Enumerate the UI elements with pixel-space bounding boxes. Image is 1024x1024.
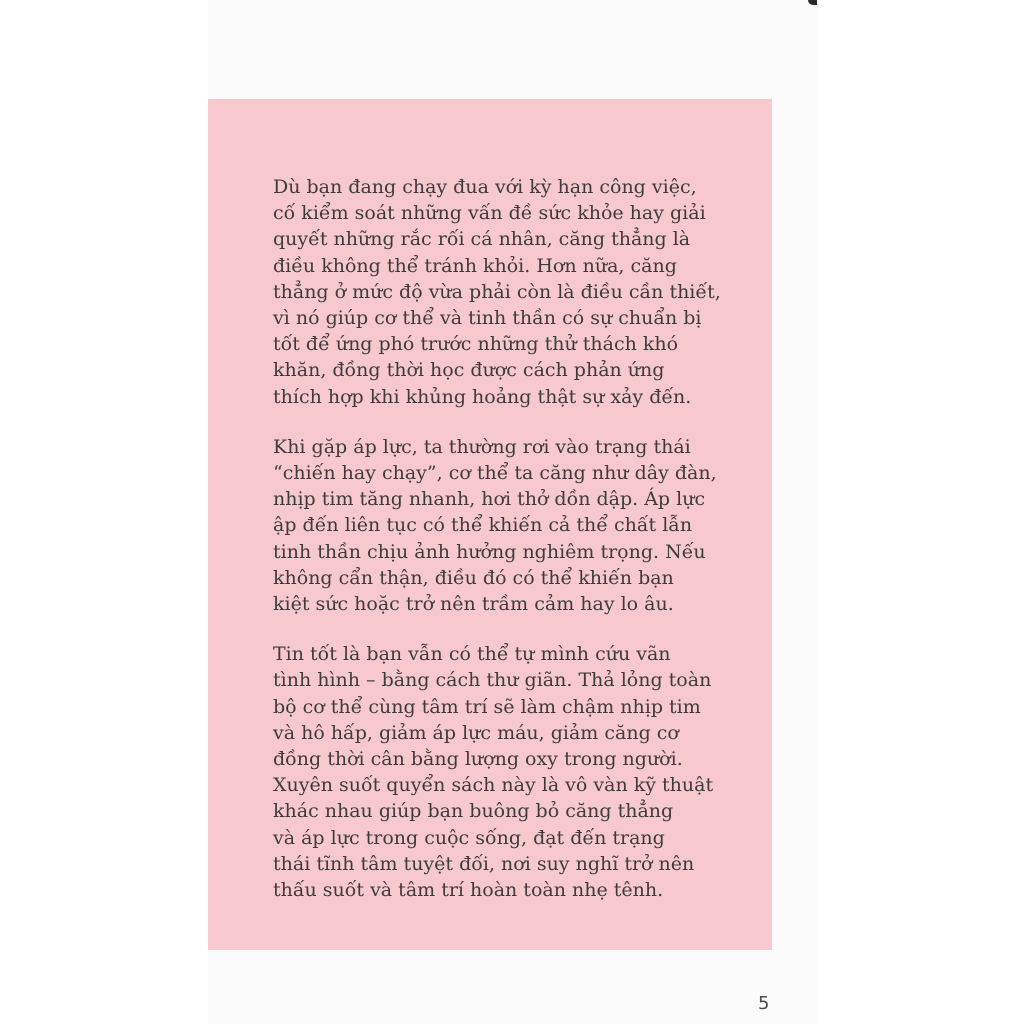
text-line: điều không thể tránh khỏi. Hơn nữa, căng xyxy=(273,254,677,277)
text-line: quyết những rắc rối cá nhân, căng thẳng là xyxy=(273,228,691,251)
text-line: không cẩn thận, điều đó có thể khiến bạn xyxy=(273,566,674,589)
text-line: bộ cơ thể cùng tâm trí sẽ làm chậm nhịp tim xyxy=(273,695,701,718)
text-line: Xuyên suốt quyển sách này là vô vàn kỹ thuật xyxy=(273,774,714,797)
paragraph-1 xyxy=(273,174,743,410)
text-line: khác nhau giúp bạn buông bỏ căng thẳng xyxy=(273,800,674,823)
paragraph-3 xyxy=(273,641,743,903)
text-line: kiệt sức hoặc trở nên trầm cảm hay lo âu. xyxy=(273,593,674,616)
text-line: “chiến hay chạy”, cơ thể ta căng như dây đàn, xyxy=(273,462,717,485)
text-line: ập đến liên tục có thể khiến cả thể chất lẫn xyxy=(273,514,693,537)
text-line: thích hợp khi khủng hoảng thật sự xảy đến. xyxy=(273,385,692,408)
text-line: tình hình – bằng cách thư giãn. Thả lỏng toàn xyxy=(273,669,712,692)
text-line: cố kiểm soát những vấn đề sức khỏe hay giải xyxy=(273,202,706,225)
text-line: tốt để ứng phó trước những thử thách khó xyxy=(273,333,679,356)
text-line: đồng thời cân bằng lượng oxy trong người. xyxy=(273,748,683,771)
text-line: Dù bạn đang chạy đua với kỳ hạn công việc, xyxy=(273,176,697,198)
page-number: 5 xyxy=(758,993,770,1014)
text-line: Khi gặp áp lực, ta thường rơi vào trạng thái xyxy=(273,435,691,458)
body-text xyxy=(273,174,743,927)
text-line: thẳng ở mức độ vừa phải còn là điều cần thiết, xyxy=(273,280,721,303)
text-line: và hô hấp, giảm áp lực máu, giảm căng cơ xyxy=(273,721,679,744)
text-line: nhịp tim tăng nhanh, hơi thở dồn dập. Áp lực xyxy=(273,488,706,511)
text-line: tinh thần chịu ảnh hưởng nghiêm trọng. Nếu xyxy=(273,540,706,563)
text-line: và áp lực trong cuộc sống, đạt đến trạng xyxy=(273,826,665,849)
text-line: thấu suốt và tâm trí hoàn toàn nhẹ tênh. xyxy=(273,879,664,902)
text-line: thái tĩnh tâm tuyệt đối, nơi suy nghĩ trở nên xyxy=(273,852,695,875)
text-line: Tin tốt là bạn vẫn có thể tự mình cứu vãn xyxy=(273,643,671,666)
text-line: khăn, đồng thời học được cách phản ứng xyxy=(273,359,665,382)
text-line: vì nó giúp cơ thể và tinh thần có sự chuẩn bị xyxy=(273,307,702,330)
paragraph-2 xyxy=(273,434,743,617)
